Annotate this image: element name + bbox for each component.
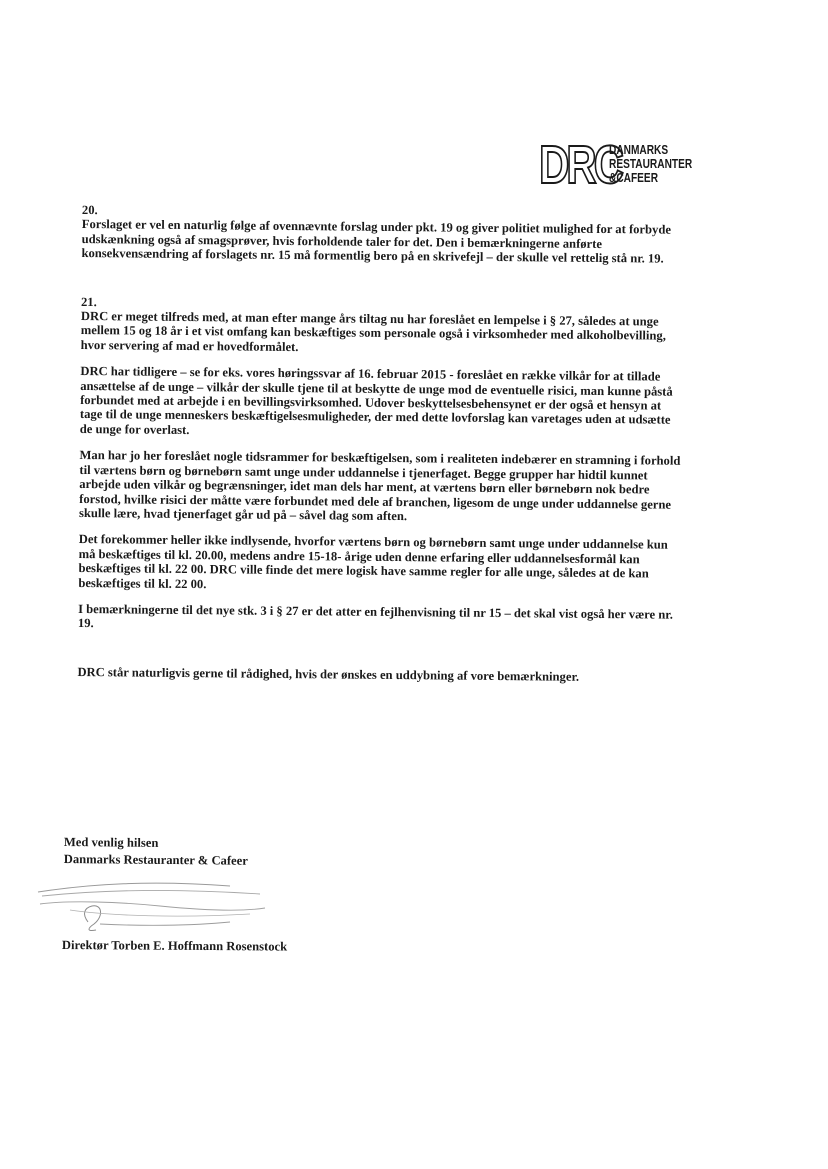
signer-name: Direktør Torben E. Hoffmann Rosenstock bbox=[61, 938, 288, 954]
logo-wordmark bbox=[609, 143, 692, 185]
section-21-paragraph-1: DRC er meget tilfreds med, at man efter mange års tiltag nu har foreslået en lempelse i § 27, således at unge mellem 15 og 18 år i et vist omfang kan beskæftiges som personale også i virksomheder med alkoholbevilling, hvor servering af mad er hovedformålet. bbox=[80, 309, 666, 354]
logo-line-2: RESTAURANTER bbox=[609, 156, 693, 171]
logo-line-3: &CAFEER bbox=[609, 170, 659, 185]
section-21-paragraph-2: DRC har tidligere – se for eks. vores høringssvar af 16. februar 2015 - foreslået en række vilkår for at tillade ansættelse af de unge – vilkår der skulle tjene til at beskytte de unge mod de eventuelle risici, man kunne påstå forbundet med at arbejde i en bevillingsvirksomhed. Udover beskyttelsesbehensynet er der også et hensyn at tage til de unge menneskers beskæftigelsesmuligheder, der med dette lovforslag kan varetages uden at udsætte de unge for overlast. bbox=[79, 364, 673, 437]
logo-mark: DRC bbox=[539, 135, 621, 195]
greeting: Med venlig hilsen bbox=[63, 834, 159, 850]
section-number-21: 21. bbox=[80, 294, 97, 309]
closing-line: DRC står naturligvis gerne til rådighed, hvis der ønskes en uddybning af vore bemærkninger. bbox=[77, 664, 580, 684]
section-20-paragraph: Forslaget er vel en naturlig følge af ovennævnte forslag under pkt. 19 og giver politiet mulighed for at forbyde udskænkning også af smagsprøver, hvis forholdende taler for det. Den i bemærkningerne anførte konsekvensændring af forslagets nr. 15 må formentlig bero på en skrivefejl – der skulle vel rettelig stå nr. 19. bbox=[81, 217, 672, 266]
sign-off bbox=[64, 834, 248, 870]
section-21-paragraph-4: Det forekommer heller ikke indlysende, hvorfor værtens børn og børnebørn samt unge under uddannelse kun må beskæftiges til kl. 20.00, medens andre 15-18- årige uden denne erfaring eller uddannelsesformål kan beskæftiges til kl. 22 00. DRC ville finde det mere logisk have samme regler for alle unge, således at de kan beskæftiges til kl. 22 00. bbox=[78, 532, 668, 591]
logo-line-1: DANMARKS bbox=[609, 142, 669, 157]
section-21-paragraph-3: Man har jo her foreslået nogle tidsrammer for beskæftigelsen, som i realiteten indebærer en stramning i forhold til værtens børn og børnebørn samt unge under uddannelse i tjenerfaget. Begge grupper har hidtil kunnet arbejde uden vilkår og begrænsninger, idet man dels har ment, at værtens børn eller børnebørn nok bedre forstod, hvilke risici der måtte være forbundet med dele af branchen, ligesom de unge under uddannelse gerne skulle lære, hvad tjenerfaget går ud på – såvel dag som aften. bbox=[78, 448, 681, 524]
handwritten-signature bbox=[30, 872, 290, 942]
drc-logo bbox=[539, 135, 704, 196]
section-number-20: 20. bbox=[81, 203, 98, 218]
section-21-paragraph-5: I bemærkningerne til det nye stk. 3 i § 27 er det atter en fejlhenvisning til nr 15 – det skal vist også her være nr. 19. bbox=[77, 601, 673, 631]
organization-name: Danmarks Restauranter & Cafeer bbox=[63, 851, 248, 868]
letter-body bbox=[77, 203, 686, 685]
